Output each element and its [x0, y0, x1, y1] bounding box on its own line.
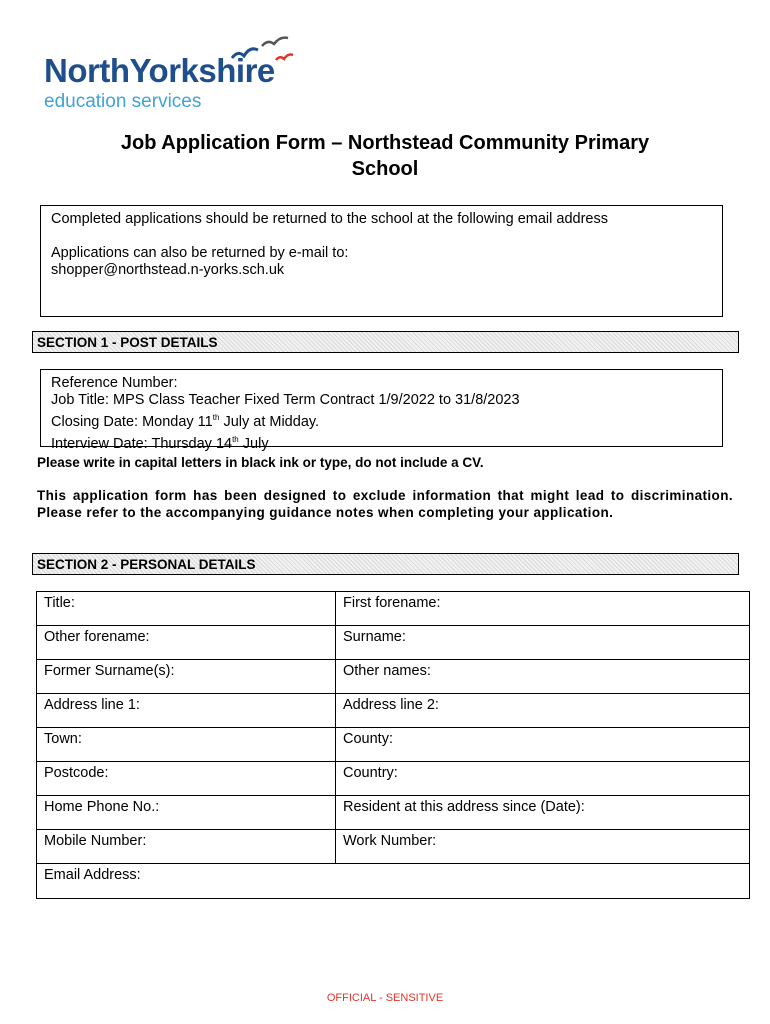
- table-row: [37, 796, 749, 830]
- table-row: [37, 660, 749, 694]
- table-row: [37, 728, 749, 762]
- address-line-1-field[interactable]: Address line 1:: [37, 694, 336, 727]
- home-phone-field[interactable]: Home Phone No.:: [37, 796, 336, 829]
- classification-footer: OFFICIAL - SENSITIVE: [326, 992, 444, 1004]
- town-field[interactable]: Town:: [37, 728, 336, 761]
- interview-date: Interview Date: Thursday 14th July: [51, 434, 269, 452]
- title-line-2: School: [351, 158, 419, 180]
- return-instructions-text: Completed applications should be returned to the school at the following email address: [51, 211, 608, 227]
- post-details-box: [40, 369, 723, 452]
- table-row: [37, 592, 749, 626]
- table-row: [37, 830, 749, 864]
- country-field[interactable]: Country:: [343, 765, 398, 781]
- table-row: [37, 864, 749, 898]
- logo-subtitle: education services: [44, 91, 202, 112]
- capitals-instruction: Please write in capital letters in black ink or type, do not include a CV.: [37, 455, 484, 470]
- table-row: [37, 626, 749, 660]
- table-row: [37, 694, 749, 728]
- table-row: [37, 762, 749, 796]
- email-address-field[interactable]: Email Address:: [44, 867, 141, 883]
- work-number-field[interactable]: Work Number:: [343, 833, 437, 849]
- title-line-1: Job Application Form – Northstead Community Primary: [120, 132, 650, 154]
- section-1-heading: SECTION 1 - POST DETAILS: [32, 331, 739, 353]
- title-field[interactable]: Title:: [37, 592, 336, 625]
- county-field[interactable]: County:: [343, 731, 393, 747]
- page-title: [40, 130, 730, 182]
- resident-since-field[interactable]: Resident at this address since (Date):: [343, 799, 585, 815]
- personal-details-table: [36, 591, 750, 899]
- section-2-heading: SECTION 2 - PERSONAL DETAILS: [32, 553, 739, 575]
- logo-wordmark: NorthYorkshire: [44, 52, 275, 89]
- job-title: Job Title: MPS Class Teacher Fixed Term Contract 1/9/2022 to 31/8/2023: [51, 392, 520, 408]
- north-yorkshire-logo: [42, 34, 322, 114]
- other-names-field[interactable]: Other names:: [343, 663, 431, 679]
- other-forename-field[interactable]: Other forename:: [37, 626, 336, 659]
- email-return-text: Applications can also be returned by e-mail to:: [51, 245, 349, 261]
- surname-field[interactable]: Surname:: [343, 629, 406, 645]
- mobile-number-field[interactable]: Mobile Number:: [37, 830, 336, 863]
- return-instructions-box: [40, 205, 723, 317]
- reference-number: Reference Number:: [51, 375, 178, 391]
- address-line-2-field[interactable]: Address line 2:: [343, 697, 439, 713]
- discrimination-notice: This application form has been designed to exclude information that might lead to discrimination. Please refer to the accompanying guidance notes when completing your application.: [37, 488, 733, 520]
- first-forename-field[interactable]: First forename:: [343, 595, 441, 611]
- closing-date: Closing Date: Monday 11th July at Midday.: [51, 413, 320, 430]
- former-surname-field[interactable]: Former Surname(s):: [37, 660, 336, 693]
- return-email-address: shopper@northstead.n-yorks.sch.uk: [51, 262, 285, 278]
- postcode-field[interactable]: Postcode:: [37, 762, 336, 795]
